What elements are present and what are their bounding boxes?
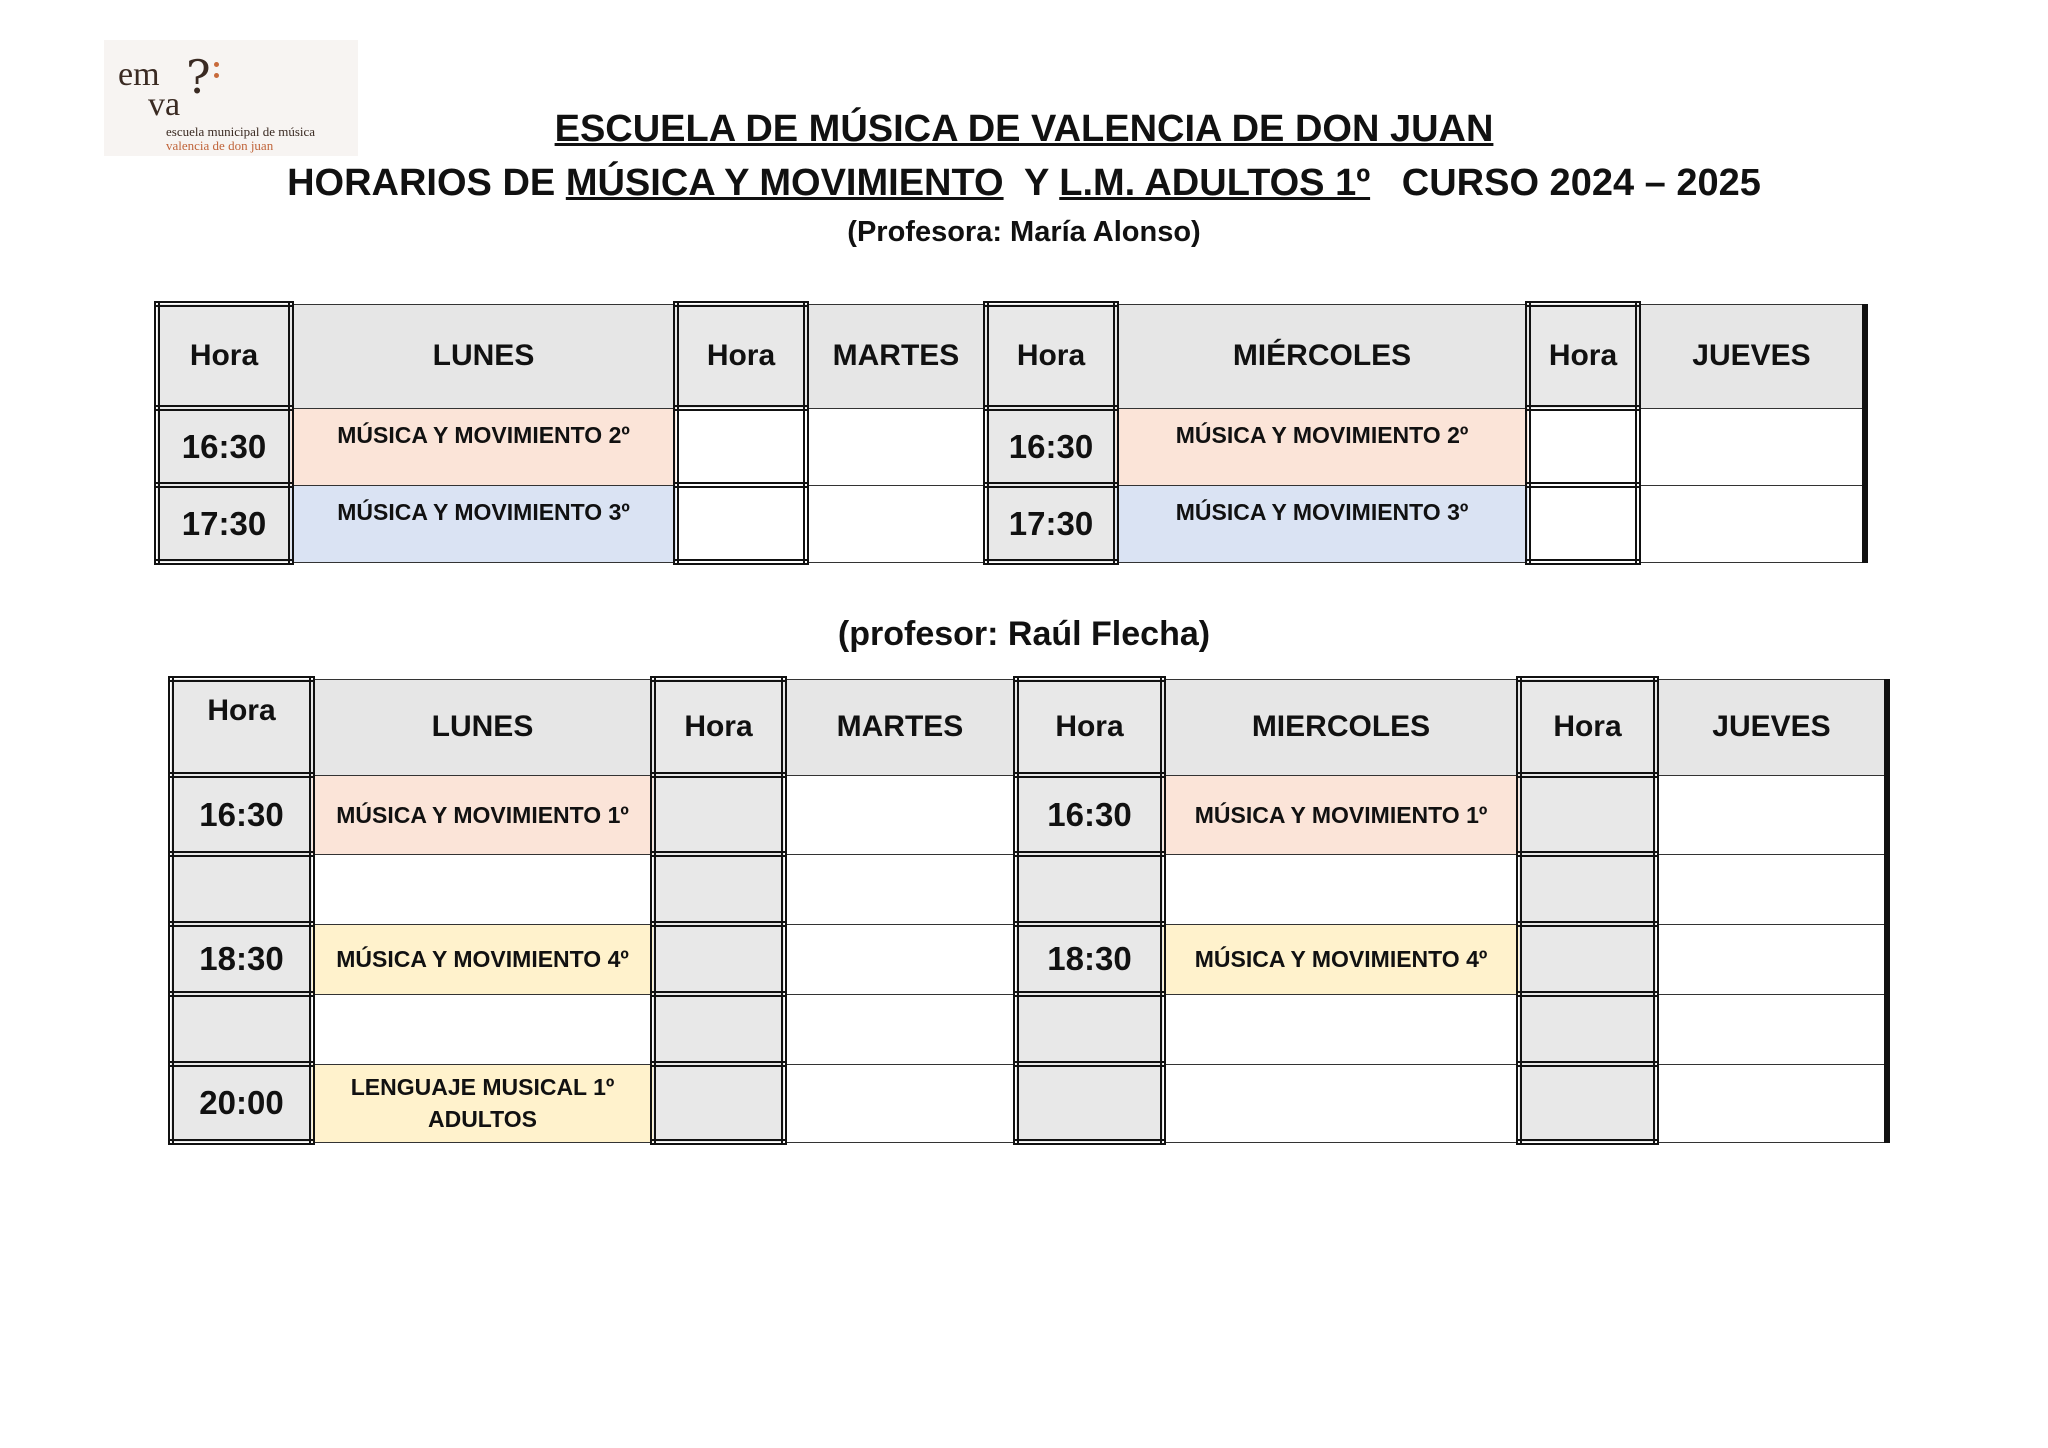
time-cell: [676, 408, 806, 485]
day-header-wednesday: MIÉRCOLES: [1116, 304, 1528, 408]
subtitle-prefix: HORARIOS DE: [287, 162, 566, 204]
class-cell: MÚSICA Y MOVIMIENTO 4º: [1163, 924, 1519, 994]
hour-header: Hora: [676, 304, 806, 408]
clef-dots-icon: [214, 62, 224, 86]
teacher-2-label: (profesor: Raúl Flecha): [837, 615, 1211, 653]
time-cell: 20:00: [171, 1064, 312, 1142]
time-cell: [1519, 775, 1656, 854]
logo-line-2: valencia de don juan: [166, 138, 274, 153]
class-cell: MÚSICA Y MOVIMIENTO 3º: [291, 485, 676, 562]
class-cell: [1638, 485, 1865, 562]
bass-clef-icon: ?: [186, 50, 211, 104]
class-cell: [784, 775, 1016, 854]
schedule-table-2: [168, 676, 1890, 1145]
day-header-tuesday: MARTES: [784, 679, 1016, 775]
time-cell: 16:30: [157, 408, 291, 485]
day-header-thursday: JUEVES: [1638, 304, 1865, 408]
subtitle-mid: Y: [1003, 162, 1060, 204]
hour-header: Hora: [1016, 679, 1163, 775]
teacher-1-label: (Profesora: María Alonso): [847, 216, 1201, 248]
class-cell: [312, 854, 653, 924]
day-header-monday: LUNES: [291, 304, 676, 408]
time-cell: [1016, 854, 1163, 924]
time-cell: [1016, 994, 1163, 1064]
time-cell: [653, 994, 784, 1064]
time-cell: [1528, 485, 1638, 562]
time-cell: 16:30: [986, 408, 1116, 485]
class-cell: [784, 854, 1016, 924]
time-cell: [1016, 1064, 1163, 1142]
time-cell: [171, 854, 312, 924]
day-header-monday: LUNES: [312, 679, 653, 775]
logo-mark-top: em: [118, 56, 160, 93]
time-cell: [653, 775, 784, 854]
time-cell: [1519, 1064, 1656, 1142]
day-header-wednesday: MIERCOLES: [1163, 679, 1519, 775]
hour-header: Hora: [1519, 679, 1656, 775]
class-line-1: LENGUAJE MUSICAL 1º: [350, 1074, 615, 1100]
time-cell: 16:30: [1016, 775, 1163, 854]
time-cell: [653, 854, 784, 924]
class-cell: [1656, 924, 1887, 994]
hour-header: Hora: [1528, 304, 1638, 408]
class-cell: [312, 1064, 653, 1142]
class-cell: MÚSICA Y MOVIMIENTO 2º: [1116, 408, 1528, 485]
time-cell: [1519, 854, 1656, 924]
hour-header: Hora: [986, 304, 1116, 408]
class-cell: MÚSICA Y MOVIMIENTO 3º: [1116, 485, 1528, 562]
class-cell: [806, 408, 986, 485]
page-subtitle: [0, 162, 2048, 205]
class-cell: MÚSICA Y MOVIMIENTO 4º: [312, 924, 653, 994]
class-cell: [1163, 1064, 1519, 1142]
subtitle-program-2: L.M. ADULTOS 1º: [1059, 162, 1371, 204]
hour-header: Hora: [653, 679, 784, 775]
time-cell: [653, 924, 784, 994]
logo-mark-bottom: va: [148, 86, 181, 123]
time-cell: [1519, 924, 1656, 994]
time-cell: 17:30: [986, 485, 1116, 562]
time-cell: 18:30: [171, 924, 312, 994]
time-cell: [1528, 408, 1638, 485]
class-cell: [1163, 994, 1519, 1064]
time-cell: 16:30: [171, 775, 312, 854]
class-cell: [1638, 408, 1865, 485]
time-cell: [171, 994, 312, 1064]
class-line-2: ADULTOS: [427, 1106, 538, 1132]
class-cell: [1656, 994, 1887, 1064]
time-cell: [676, 485, 806, 562]
logo-line-1: escuela municipal de música: [166, 124, 316, 139]
class-cell: [1656, 1064, 1887, 1142]
time-cell: 18:30: [1016, 924, 1163, 994]
subtitle-course: CURSO 2024 – 2025: [1370, 162, 1761, 204]
class-cell: MÚSICA Y MOVIMIENTO 2º: [291, 408, 676, 485]
hour-header: Hora: [171, 679, 312, 775]
time-cell: [1519, 994, 1656, 1064]
class-cell: MÚSICA Y MOVIMIENTO 1º: [312, 775, 653, 854]
page-title: ESCUELA DE MÚSICA DE VALENCIA DE DON JUAN: [554, 108, 1494, 150]
day-header-tuesday: MARTES: [806, 304, 986, 408]
class-cell: [1163, 854, 1519, 924]
day-header-thursday: JUEVES: [1656, 679, 1887, 775]
class-cell: [806, 485, 986, 562]
class-cell: [1656, 854, 1887, 924]
class-cell: [784, 994, 1016, 1064]
class-cell: MÚSICA Y MOVIMIENTO 1º: [1163, 775, 1519, 854]
subtitle-program-1: MÚSICA Y MOVIMIENTO: [565, 162, 1004, 204]
class-cell: [784, 924, 1016, 994]
class-cell: [1656, 775, 1887, 854]
class-cell: [312, 994, 653, 1064]
time-cell: [653, 1064, 784, 1142]
class-cell: [784, 1064, 1016, 1142]
hour-header: Hora: [157, 304, 291, 408]
schedule-table-1: [154, 301, 1868, 565]
time-cell: 17:30: [157, 485, 291, 562]
